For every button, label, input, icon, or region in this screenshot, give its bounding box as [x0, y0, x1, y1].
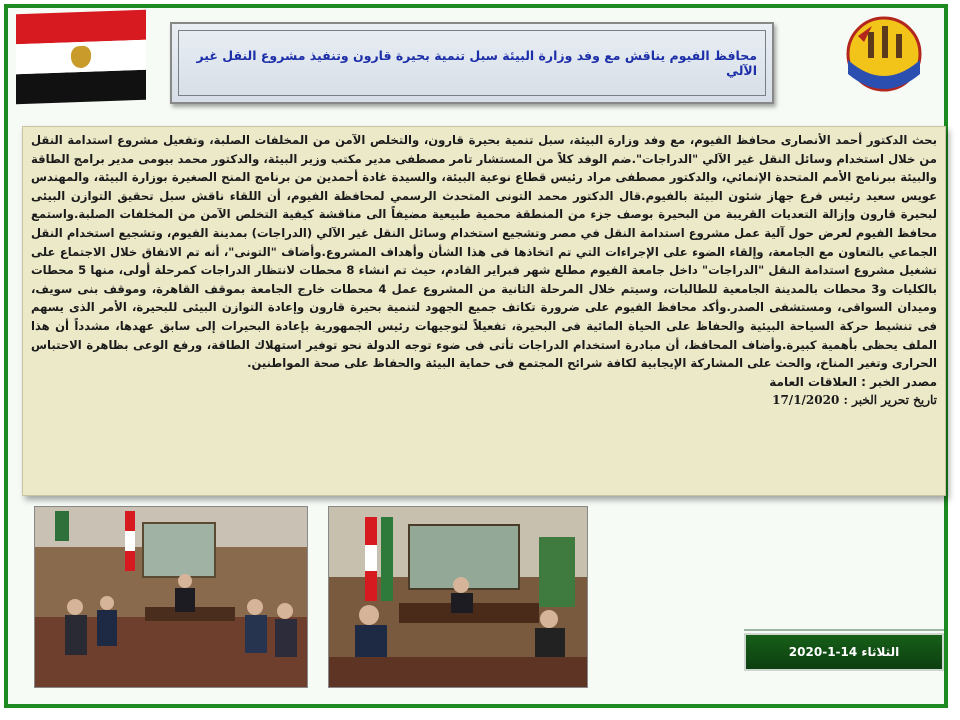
egypt-flag-icon [16, 10, 146, 105]
date-badge-text: الثلاثاء 14-1-2020 [788, 645, 900, 659]
article-source: مصدر الخبر : العلاقات العامة [769, 374, 937, 389]
article-body-text: بحث الدكتور أحمد الأنصارى محافظ الفيوم، مع وفد وزارة البيئة، سبل تنمية بحيرة قارون، والتخلص الآمن من المخلفات الصلبة، وتفعيل مشروع استدامة النقل من خلال استخدام وسائل النقل غير الآلي "الدراجات".ضم الوفد كلاً من المستشار تامر مصطفى مدير مكتب وزير البيئة، والدكتور محمد بيومى مدير برامج الطاقة والبيئة ببرنامج الأمم المتحدة الإنمائي، والدكتور مصطفى مراد رئيس قطاع نوعية البيئة، والسيدة غادة أحمدين من برنامج المنح الصغيرة بوزارة البيئة، والمهندس عويس سعيد رئيس فرع جهاز شئون البيئة بالفيوم.قال الدكتور محمد التونى المتحدث الرسمي لمحافظة الفيوم، أن اللقاء ناقش سبل تحقيق التوازن البيئى لبحيرة قارون وإزالة التعديات القريبة من البحيرة بوصف جزء من المنطقة محمية طبيعية مضيفاً الى مناقشة كيفية التخلص الآمن من المخلفات الصلبة.واستمع محافظ الفيوم لعرض حول آلية عمل مشروع استدامة النقل في مصر وتشجيع استخدام وسائل النقل غير الآلي (الدراجات) بمدينة الفيوم، وتشجيع استخدام النقل الجماعي بالتعاون مع الجامعة، وإلقاء الضوء على الإجراءات التي تم اتخاذها فى هذا الشأن وأهداف المشروع.وأضاف "التونى"، أنه تم الاتفاق خلال الاجتماع على تشغيل مشروع استدامة النقل "الدراجات" داخل جامعة الفيوم مطلع شهر فبراير القادم، حيث تم انشاء 8 محطات لانتظار الدراجات كمرحلة أولى، منها 5 محطات بالكليات و3 محطات بالمدينة الجامعية للطالبات، وسيتم خلال المرحلة الثانية من المشروع عمل 4 محطات خارج الجامعة بموقف القاهرة، وموقف بنى سويف، وميدان السواقى، ومستشفى الصدر.وأكد محافظ الفيوم على ضرورة تكاتف جميع الجهود لتنمية بحيرة قارون وإعادة التوازن البيئى للبحيرة، الأمر الذى يسهم فى تنشيط حركة السياحة البيئية والحفاظ على الحياة المائية فى البحيرة، تفعيلاً لتوجيهات رئيس الجمهورية بإعادة البحيرات إلى سابق عهدها، مشدداً أن هذا الملف يحظى بأهمية كبيرة.وأضاف المحافظ، أن مبادرة استخدام الدراجات تأتى فى ضوء توجه الدولة نحو توفير استهلاك الطاقة، ورفع الوعى بظاهرة الاحتباس الحرارى وتغير المناخ، والحث على المشاركة الإيجابية لكافة شرائح المجتمع فى حماية البيئة والحفاظ على صحة المواطنين. [31, 133, 937, 371]
badge-top-rule [744, 629, 944, 631]
governorate-logo [834, 12, 934, 102]
article-body-box [22, 126, 946, 496]
headline-title: محافظ الفيوم يناقش مع وفد وزارة البيئة سبل تنمية بحيرة قارون وتنفيذ مشروع النقل غير الآلي [196, 48, 757, 78]
eagle-emblem-icon [71, 46, 91, 69]
headline-box [170, 22, 774, 104]
meeting-photo-desk [328, 506, 588, 688]
date-badge [744, 633, 944, 671]
article-date: تاريخ تحرير الخبر : 17/1/2020 [772, 392, 937, 407]
meeting-photo-wide [34, 506, 308, 688]
